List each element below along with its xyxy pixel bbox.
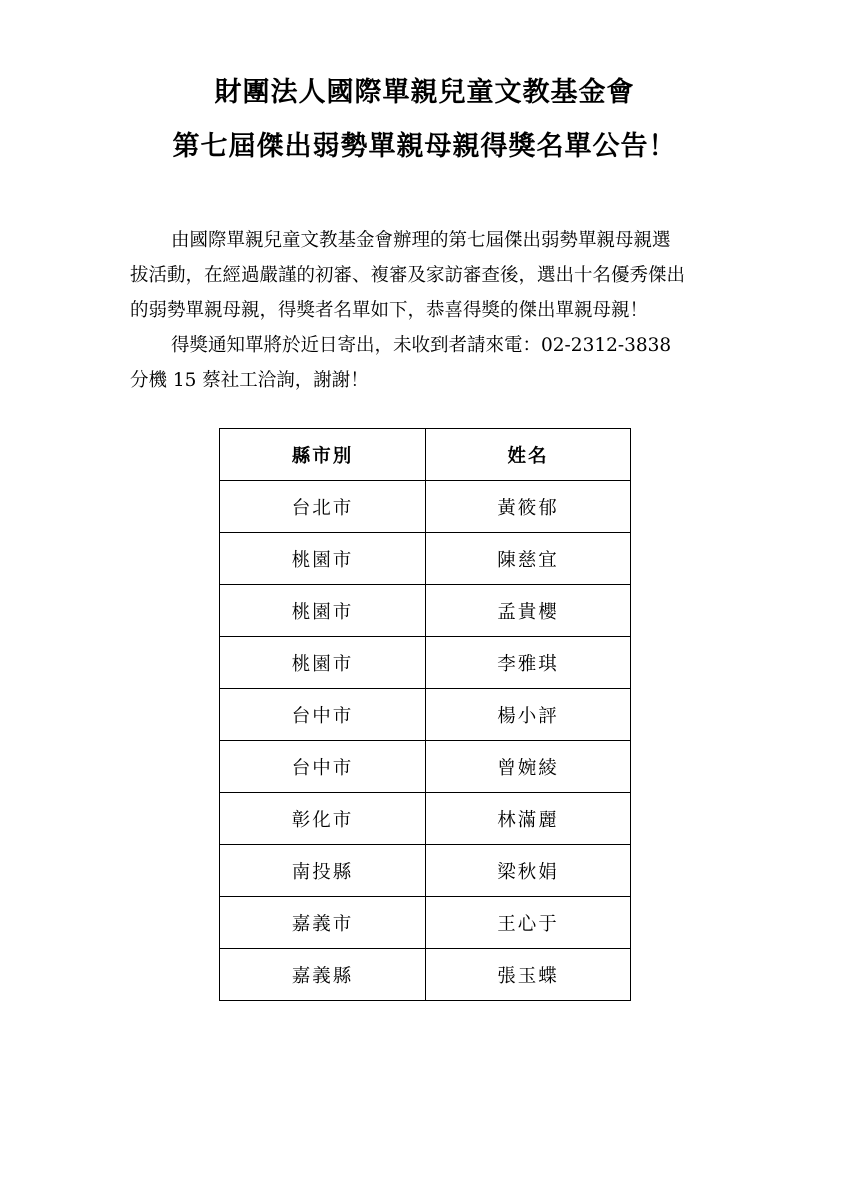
table-row bbox=[220, 637, 631, 689]
county-cell: 桃園市 bbox=[220, 533, 426, 585]
contact-paragraph bbox=[130, 328, 730, 398]
county-cell: 桃園市 bbox=[220, 637, 426, 689]
intro-paragraph bbox=[130, 223, 730, 328]
table-row bbox=[220, 689, 631, 741]
name-cell: 孟貴櫻 bbox=[426, 585, 631, 637]
table-row bbox=[220, 585, 631, 637]
paragraph-line bbox=[130, 328, 730, 363]
table-row bbox=[220, 897, 631, 949]
county-cell: 台中市 bbox=[220, 689, 426, 741]
paragraph-line: 拔活動，在經過嚴謹的初審、複審及家訪審查後，選出十名優秀傑出 bbox=[130, 265, 686, 286]
paragraph-line: 分機 15 蔡社工洽詢，謝謝！ bbox=[130, 370, 369, 391]
county-cell: 桃園市 bbox=[220, 585, 426, 637]
name-cell: 曾婉綾 bbox=[426, 741, 631, 793]
table-row bbox=[220, 533, 631, 585]
table-row bbox=[220, 481, 631, 533]
paragraph-line: 的弱勢單親母親，得獎者名單如下，恭喜得獎的傑出單親母親！ bbox=[130, 300, 649, 321]
table-row bbox=[220, 793, 631, 845]
paragraph-line-text: 得獎通知單將於近日寄出，未收到者請來電：02-2312-3838 bbox=[171, 335, 672, 356]
county-cell: 南投縣 bbox=[220, 845, 426, 897]
county-cell: 台中市 bbox=[220, 741, 426, 793]
county-cell: 彰化市 bbox=[220, 793, 426, 845]
table-row bbox=[220, 845, 631, 897]
name-cell: 黃筱郁 bbox=[426, 481, 631, 533]
county-cell: 台北市 bbox=[220, 481, 426, 533]
county-cell: 嘉義市 bbox=[220, 897, 426, 949]
county-cell: 嘉義縣 bbox=[220, 949, 426, 1001]
table-row bbox=[220, 949, 631, 1001]
name-cell: 王心于 bbox=[426, 897, 631, 949]
announcement-title: 第七屆傑出弱勢單親母親得獎名單公告！ bbox=[172, 131, 677, 162]
table-header-row bbox=[220, 429, 631, 481]
paragraph-line-text: 由國際單親兒童文教基金會辦理的第七屆傑出弱勢單親母親選 bbox=[171, 230, 671, 251]
foundation-title: 財團法人國際單親兒童文教基金會 bbox=[214, 77, 635, 108]
name-cell: 梁秋娟 bbox=[426, 845, 631, 897]
name-cell: 林滿麗 bbox=[426, 793, 631, 845]
column-header-county: 縣市別 bbox=[220, 429, 426, 481]
winners-table bbox=[219, 428, 631, 1001]
name-cell: 陳慈宜 bbox=[426, 533, 631, 585]
table-row bbox=[220, 741, 631, 793]
paragraph-line bbox=[130, 223, 730, 258]
name-cell: 楊小評 bbox=[426, 689, 631, 741]
name-cell: 張玉蝶 bbox=[426, 949, 631, 1001]
name-cell: 李雅琪 bbox=[426, 637, 631, 689]
column-header-name: 姓名 bbox=[426, 429, 631, 481]
